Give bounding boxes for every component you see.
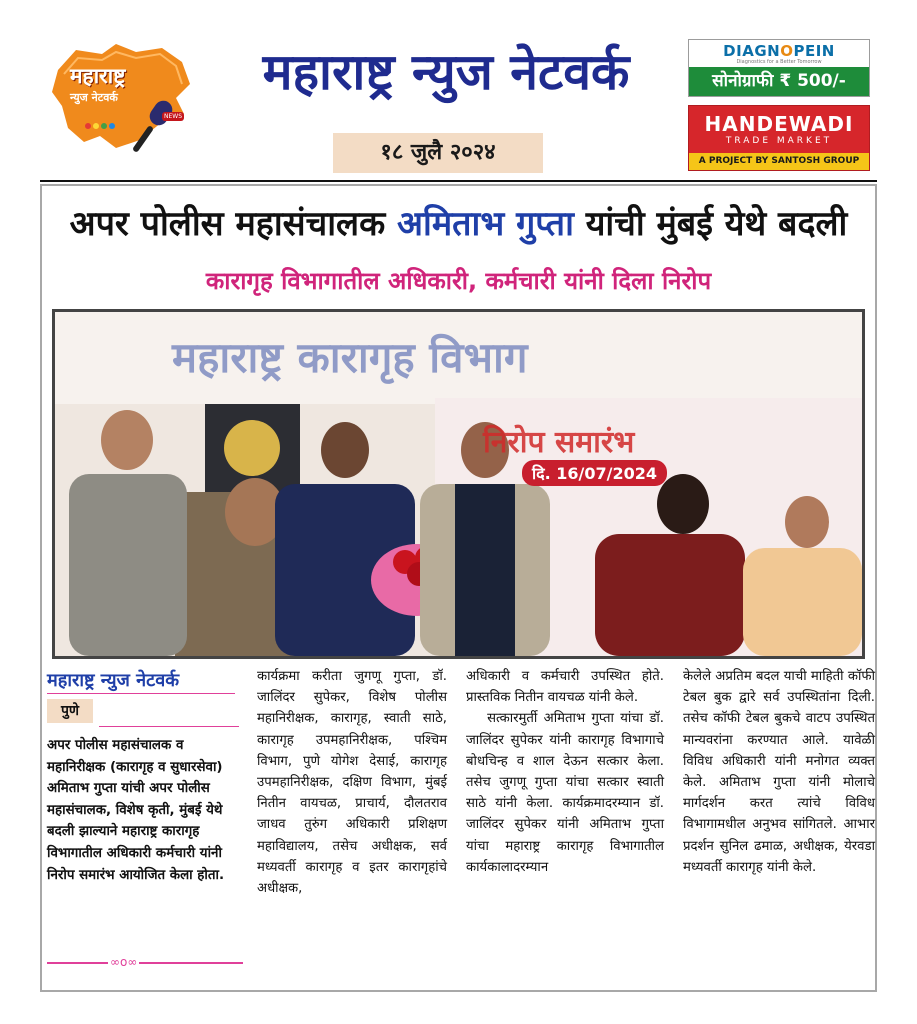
emblem-icon	[224, 420, 280, 476]
ad2-name: HANDEWADI	[704, 112, 854, 136]
place-rule	[99, 726, 239, 727]
column-2-paragraph-2: सत्कारमुर्ती अमिताभ गुप्ता यांचा डॉ. जालिंदर सुपेकर यांनी कारागृह विभागाचे बोधचिन्ह व शाल देऊन सत्कार केला. तसेच जुगणू गुप्ता यांचा सत्कार स्वाती साठे यांनी केला. कार्यक्रमादरम्यान डॉ. जालिंदर सुपेकर यांनी अमिताभ गुप्ता यांचा महाराष्ट्र कारागृह विभागातील कार्यकालादरम्यान	[466, 711, 664, 875]
byline-rule	[47, 693, 235, 694]
column-2-paragraph-1: अधिकारी व कर्मचारी उपस्थित होते. प्रास्तविक नितीन वायचळ यांनी केले.	[466, 669, 664, 706]
masthead-divider	[40, 180, 877, 182]
intro-rule	[47, 962, 243, 964]
divider-flourish-icon: ∞o∞	[110, 955, 138, 969]
article-column-1: कार्यक्रमा करीता जुगणू गुप्ता, डॉ. जालिंदर सुपेकर, विशेष पोलीस महानिरीक्षक, कारागृह, स्वाती साठे, कारागृह उपमहानिरीक्षक, पश्चिम विभाग, पुणे योगेश देसाई, कारागृह उपमहानिरीक्षक, दक्षिण विभाग, मुंबई नितीन वायचळ, प्राचार्य, दौलतराव जाधव तुरुंग अधिकारी प्रशिक्षण महाविद्यालय, तसेच अधीक्षक, सर्व मध्यवर्ती कारागृह व इतर कारागृहांचे अधीक्षक,	[257, 669, 447, 897]
ad2-project-strip: A PROJECT BY SANTOSH GROUP	[689, 153, 869, 170]
maharashtra-news-network-logo[interactable]	[44, 40, 196, 158]
article-headline: अपर पोलीस महासंचालक अमिताभ गुप्ता यांची मुंबई येथे बदली	[69, 204, 848, 244]
logo-title: महाराष्ट्र	[70, 64, 126, 88]
handewadi-trade-market-ad[interactable]	[688, 105, 870, 171]
publication-date: १८ जुलै २०२४	[333, 133, 543, 173]
article-column-3: केलेले अप्रतिम बदल याची माहिती कॉफी टेबल बुक द्वारे सर्व उपस्थितांना दिली. तसेच कॉफी टेबल बुकचे वाटप उपस्थित मान्यवरांना करण्यात आले. यावेळी विविध अधिकारी यांनी मनोगत व्यक्त केले. अमिताभ गुप्ता यांनी मोलाचे मार्गदर्शन करत त्यांचे विविध विभागामधील अनुभव सांगितले. आभार प्रदर्शन सुनिल ढमाळ, अधीक्षक, येरवडा मध्यवर्ती कारागृह यांनी केले.	[683, 669, 875, 875]
person-2	[321, 422, 369, 478]
person-5	[785, 496, 829, 548]
ad1-offer: सोनोग्राफी ₹ 500/-	[689, 67, 869, 96]
event-photo[interactable]	[52, 309, 865, 659]
diagnopein-ad[interactable]	[688, 39, 870, 97]
masthead	[0, 0, 917, 182]
article-intro: अपर पोलीस महासंचालक व महानिरीक्षक (कारागृह व सुधारसेवा) अमिताभ गुप्ता यांची अपर पोलीस महासंचालक, विशेष कृती, मुंबई येथे बदली झाल्याने महाराष्ट्र कारागृह विभागातील अधिकारी कर्मचारी यांनी निरोप समारंभ आयोजित केला होता.	[47, 738, 225, 883]
article-subheadline: कारागृह विभागातील अधिकारी, कर्मचारी यांनी दिला निरोप	[205, 267, 712, 295]
article-column-2	[466, 666, 664, 878]
photo-banner-event: निरोप समारंभ	[483, 425, 635, 460]
photo-banner-title: महाराष्ट्र कारागृह विभाग	[172, 333, 528, 382]
headline-highlight-name: अमिताभ गुप्ता	[397, 204, 574, 244]
ad1-brand: DIAGNOPEIN	[723, 42, 835, 60]
logo-subtitle: न्युज नेटवर्क	[70, 91, 118, 104]
person-4	[657, 474, 709, 534]
article-byline: महाराष्ट्र न्युज नेटवर्क	[47, 670, 180, 691]
newspaper-title: महाराष्ट्र न्युज नेटवर्क	[262, 43, 630, 101]
person-1	[101, 410, 153, 470]
maharashtra-map-logo-graphic	[44, 40, 196, 158]
photo-banner-date: दि. 16/07/2024	[522, 460, 667, 486]
dateline-place: पुणे	[47, 699, 93, 723]
ad2-subtitle: TRADE MARKET	[725, 136, 833, 146]
logo-news-badge: NEWS	[164, 113, 183, 120]
ad1-tagline: Diagnostics for a Better Tomorrow	[736, 59, 822, 65]
